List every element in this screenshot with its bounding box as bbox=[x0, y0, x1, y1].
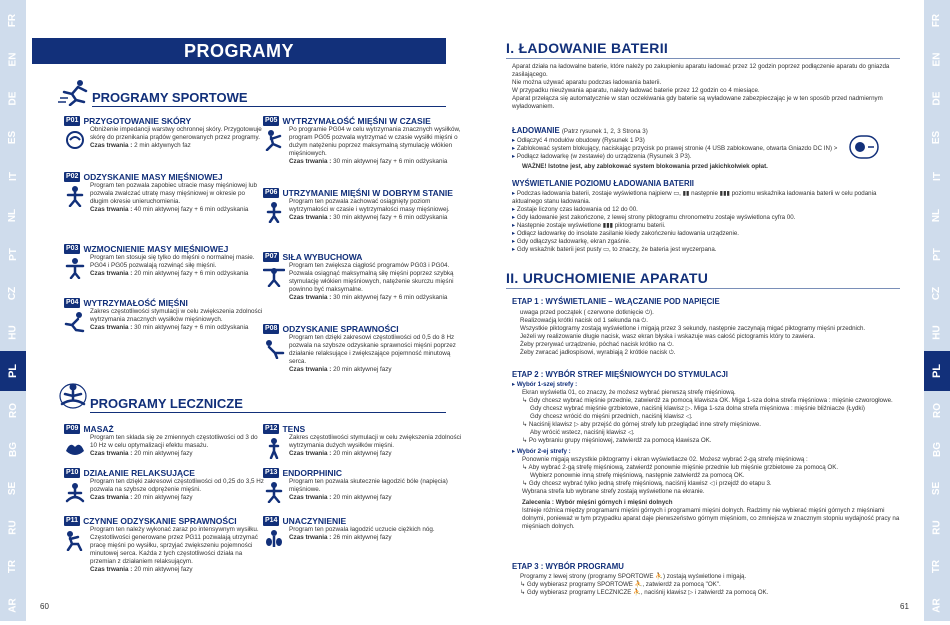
program-title: UTRZYMANIE MIĘŚNI W DOBRYM STANIE bbox=[282, 188, 453, 198]
section-divider bbox=[90, 412, 446, 413]
program-description: Program ten stosuje się tylko do mięśni o normalnej masie. PG04 i PG05 pozwalają rozwinąć siłę mięśni. bbox=[90, 254, 255, 269]
program-title: MASAŻ bbox=[83, 424, 114, 434]
program-number-badge: P11 bbox=[66, 517, 79, 524]
program-duration: Czas trwania : 26 min aktywnej fazy bbox=[289, 534, 392, 541]
program-duration: Czas trwania : 30 min aktywnej fazy + 6 min odżyskania bbox=[289, 158, 448, 165]
lang-tab-tr: TR bbox=[7, 559, 19, 573]
program-entry bbox=[64, 298, 264, 332]
program-entry bbox=[263, 424, 463, 458]
program-description: Program ten należy wykonać zaraz po intensywnym wysiłku. Częstotliwości generowane przez PG11 pozwalają utrzymać pracę mięśni po wysiłku, sprzyjać zwiększeniu pojemności minutowej serca. Każda z tych częstotliwości działa na przemian z działaniem relaksującym. bbox=[90, 526, 259, 565]
lang-tab-ru: RU bbox=[7, 519, 19, 535]
step-1-text: uwaga przed początek ( czerwone dotknięcie ⏻). Realizowaćją krótki nacisk od 1 sekunda na ⏻. Wszystkie piktogramy zostają wyświetlone i migają przez 3 sekundy, następnie zaczynają migać piktogramy mięśni przednich. Jeżeli wy realizowanie długie nacisk, wasz ekran błyska i wskazuje was całość pictogramis który to zawiera. Żeby przerywać urządzenie, póchać nacisk krótko na ⏻. Żeby zwracać jadłospisowi, wyrabiają 2 krótkie nacisk ⏻. bbox=[520, 309, 866, 356]
charging-warning: WAŻNE! Istotne jest, aby zablokować system blokowania przed jakichkolwiek opłat. bbox=[522, 163, 768, 170]
program-number-badge: P08 bbox=[265, 325, 278, 332]
program-number-badge: P01 bbox=[66, 117, 79, 124]
active-recovery-icon bbox=[64, 529, 86, 551]
lang-tab-hu: HU bbox=[931, 324, 943, 340]
program-description: Zakres częstotliwości stymulacji w celu zwiększenia zdolności wytrzymania znacznych wysiłków mięśniowych. bbox=[90, 308, 263, 323]
running-icon bbox=[58, 78, 92, 106]
program-entry bbox=[64, 172, 264, 214]
program-entry bbox=[64, 516, 264, 574]
relax-icon bbox=[64, 481, 86, 503]
charging-list: ▸ Odłączyć 4 modułów obudowy (Rysunek 1 P3) ▸ Zablokować system blokujący, naciskając przycisk po prawej stronie (4 USB zablokowane, otwarta Gniazdo DC IN) > ▸ Podłącz ładowarkę (w zestawie) do urządzenia (Rysunek 3 P3). bbox=[512, 137, 842, 161]
program-duration: Czas trwania : 20 min aktywnej fazy bbox=[289, 366, 392, 373]
lang-tab-ro: RO bbox=[7, 402, 19, 418]
lang-tab-bg: BG bbox=[7, 441, 19, 457]
sport-programs-heading: PROGRAMY SPORTOWE bbox=[92, 90, 248, 105]
program-entry bbox=[263, 324, 463, 374]
section-1-title: I. ŁADOWANIE BATERII bbox=[506, 40, 669, 56]
program-entry bbox=[64, 244, 264, 278]
tens-icon bbox=[263, 437, 285, 459]
lang-tab-en: EN bbox=[7, 52, 19, 66]
lang-tab-ar: AR bbox=[7, 597, 19, 613]
program-duration: Czas trwania : 40 min aktywnej fazy + 6 min odżyskania bbox=[90, 206, 249, 213]
step-1-heading: ETAP 1 : WYŚWIETLANIE – WŁĄCZANIE POD NAPIĘCIE bbox=[512, 297, 720, 306]
program-description: Program ten składa się ze zmiennych częstotliwości od 3 do 10 Hz w celu optymalizacji efektu masażu. bbox=[90, 434, 258, 449]
section-divider bbox=[506, 58, 900, 59]
lang-tab-ro: RO bbox=[931, 402, 943, 418]
program-duration: Czas trwania : 20 min aktywnej fazy bbox=[289, 450, 392, 457]
long-endurance-icon bbox=[263, 129, 285, 151]
program-entry bbox=[263, 188, 463, 222]
program-description: Program ten zwiększa ciągłość programów PG03 i PG04. Pozwala osiągnąć maksymalną siłę mięśni poprzez szybką stymulację włókien mięśniowych, natężenie skurczu mięśni powinno być maksymalne. bbox=[289, 262, 454, 293]
endurance-icon bbox=[64, 311, 86, 333]
program-title: ODZYSKANIE SPRAWNOŚCI bbox=[282, 324, 399, 334]
program-description: Zakres częstotliwości stymulacji w celu zwiększenia zdolności wytrzymania dużych wysiłków mięśni. bbox=[289, 434, 462, 449]
program-entry bbox=[64, 424, 264, 458]
step-2-heading: ETAP 2 : WYBÓR STREF MIĘŚNIOWYCH DO STYMULACJI bbox=[512, 370, 728, 379]
battery-level-heading: WYŚWIETLANIE POZIOMU ŁADOWANIA BATERII bbox=[512, 179, 694, 188]
program-description: Program ten dzięki zakresowi częstotliwości od 0,5 do 8 Hz pozwala na szybsze odzyskanie sprawności mięśni poprzez działanie relaksujące i zwiększające pojemność minutową serca. bbox=[289, 334, 456, 365]
program-number-badge: P10 bbox=[66, 469, 79, 476]
program-number-badge: P12 bbox=[265, 425, 278, 432]
program-title: WZMOCNIENIE MASY MIĘŚNIOWEJ bbox=[83, 244, 229, 254]
program-duration: Czas trwania : 20 min aktywnej fazy bbox=[90, 566, 193, 573]
program-duration: Czas trwania : 20 min aktywnej fazy bbox=[90, 494, 193, 501]
muscle-gain-icon bbox=[64, 185, 86, 207]
program-number-badge: P07 bbox=[265, 253, 278, 260]
program-title: DZIAŁANIE RELAKSUJĄCE bbox=[83, 468, 195, 478]
lang-tab-bg: BG bbox=[931, 441, 943, 457]
page-number-right: 61 bbox=[900, 602, 909, 611]
program-title: CZYNNE ODZYSKANIE SPRAWNOŚCI bbox=[83, 516, 237, 526]
program-number-badge: P14 bbox=[265, 517, 278, 524]
language-sidebar-left bbox=[0, 0, 26, 621]
lang-tab-de: DE bbox=[7, 91, 19, 105]
endorphin-icon bbox=[263, 481, 285, 503]
program-number-badge: P09 bbox=[66, 425, 79, 432]
program-duration: Czas trwania : 20 min aktywnej fazy bbox=[289, 494, 392, 501]
massage-icon bbox=[64, 437, 86, 459]
battery-intro: Aparat działa na ładowalne baterie, które należy po zakupieniu aparatu ładować przez 12 godzin poprzez podłączenie aparatu do gniazda zasilającego. Nie można używać aparatu podczas ładowania baterii. W przypadku nieużywania aparatu, należy ładować baterie przez 12 godzin co 4 miesiące. Aparat przełącza się automatycznie w stan oczekiwania gdy baterie są wyładowane zabezpieczając je w ten sposób przed nadmiernym wyładowaniem. bbox=[512, 63, 890, 110]
program-duration: Czas trwania : 30 min aktywnej fazy + 6 min odżyskania bbox=[289, 214, 448, 221]
lang-tab-nl: NL bbox=[7, 208, 19, 222]
program-title: ENDORPHINIC bbox=[282, 468, 342, 478]
program-duration: Czas trwania : 20 min aktywnej fazy + 6 min odżyskania bbox=[90, 270, 249, 277]
program-description: Program ten pozwala łagodzić uczucie ciężkich nóg. bbox=[289, 526, 435, 533]
lang-tab-pt: PT bbox=[931, 247, 943, 261]
program-duration: Czas trwania : 30 min aktywnej fazy + 6 min odżyskania bbox=[90, 324, 249, 331]
meditation-icon bbox=[58, 382, 88, 410]
lang-tab-se: SE bbox=[931, 481, 943, 495]
page-number-left: 60 bbox=[40, 602, 49, 611]
maintenance-icon bbox=[263, 201, 285, 223]
program-entry bbox=[263, 516, 463, 542]
program-duration: Czas trwania : 30 min aktywnej fazy + 6 min odżyskania bbox=[289, 294, 448, 301]
program-duration: Czas trwania : 2 min aktywnych faz bbox=[90, 142, 191, 149]
program-number-badge: P02 bbox=[66, 173, 79, 180]
recovery-icon bbox=[263, 337, 285, 359]
lang-tab-it: IT bbox=[7, 171, 19, 181]
program-description: Program ten dzięki zakresowi częstotliwości od 0,25 do 3,5 Hz pozwala na szybsze odprężenie mięśni. bbox=[90, 478, 264, 493]
program-title: PRZYGOTOWANIE SKÓRY bbox=[83, 116, 192, 126]
therapy-programs-heading: PROGRAMY LECZNICZE bbox=[90, 396, 243, 411]
lang-tab-tr: TR bbox=[931, 559, 943, 573]
program-title: UNACZYNIENIE bbox=[282, 516, 347, 526]
vascular-icon bbox=[263, 529, 285, 551]
program-description: Program ten pozwala zapobiec utracie masy mięśniowej lub pozwala zwalczać utratę masy mięśniowej w okresie po długim okresie unieruchomienia. bbox=[90, 182, 257, 205]
step-3-heading: ETAP 3 : WYBÓR PROGRAMU bbox=[512, 562, 624, 571]
lang-tab-cz: CZ bbox=[931, 286, 943, 300]
program-duration: Czas trwania : 20 min aktywnej fazy bbox=[90, 450, 193, 457]
program-title: WYTRZYMAŁOŚĆ MIĘŚNI W CZASIE bbox=[282, 116, 431, 126]
program-number-badge: P13 bbox=[265, 469, 278, 476]
lang-tab-pl: PL bbox=[0, 351, 26, 391]
lang-tab-it: IT bbox=[931, 171, 943, 181]
lang-tab-es: ES bbox=[931, 130, 943, 144]
section-2-title: II. URUCHOMIENIE APARATU bbox=[506, 270, 709, 286]
program-description: Po programie PG04 w celu wytrzymania znacznych wysiłków, program PG05 pozwala wytrzymać w czasie wysiłki mięśni o dużym natężeniu poprzez maksymalną stymulację włókien mięśniowych. bbox=[289, 126, 461, 157]
program-title: ODZYSKANIE MASY MIĘŚNIOWEJ bbox=[83, 172, 223, 182]
program-number-badge: P04 bbox=[66, 299, 79, 306]
step-3-text: Programy z lewej strony (programy SPORTOWE ⛹) zostają wyświetlone i migają. ↳ Gdy wybierasz programy SPORTOWE ⛹, zatwierdź za pomocą "OK". ↳ Gdy wybierasz programy LECZNICZE ⛹, naciśnij klawisz ▷ i zatwierdź za pomocą OK. bbox=[520, 573, 769, 596]
program-description: Program ten pozwala zachować osiągnięty poziom wytrzymałości w czasie i wytrzymałości masy mięśniowej. bbox=[289, 198, 450, 213]
battery-level-list: ▸ Podczas ładowania baterii, zostaje wyświetlona najpierw ▭, ▮▮ następnie ▮▮▮ poziomu wskaźnika ładowania baterii w celu podania aktualnego stanu ładowania. ▸ Zostaje liczony czas ładowania od 12 do 00. ▸ Gdy ładowanie jest zakończone, z lewej strony piktogramu chronometru zostaje wyświetlona cyfra 00. ▸ Następnie zostaje wyświetlone ▮▮▮ piktogramu baterii. ▸ Odłącz ładowarkę do insolate zasilanie kiedy zakończeniu ładowania urządzenie. ▸ Gdy odłączysz ładowarkę, ekran zgaśnie. ▸ Gdy wskaźnik baterii jest pusty ▭, to znaczy, że bateria jest wyczerpana. bbox=[512, 190, 892, 254]
program-entry bbox=[64, 468, 264, 502]
program-title: SIŁA WYBUCHOWA bbox=[282, 252, 363, 262]
lock-switch-icon bbox=[848, 134, 880, 162]
lang-tab-fr: FR bbox=[7, 13, 19, 27]
muscle-strength-icon bbox=[64, 257, 86, 279]
skin-icon bbox=[64, 129, 86, 151]
section-divider bbox=[92, 106, 446, 107]
program-entry bbox=[263, 468, 463, 502]
lang-tab-cz: CZ bbox=[7, 286, 19, 300]
lang-tab-ru: RU bbox=[931, 519, 943, 535]
explosive-power-icon bbox=[263, 265, 285, 287]
step-2-text: ▸ Wybór 1-szej strefy : Ekran wyświetla 01, co znaczy, że możesz wybrać pierwszą strefę mięśniową. ↳ Gdy chcesz wybrać mięśnie przednie, zatwierdź za pomocą klawisza OK. Miga 1-sza dolna strefa mięśniowa : mięśnie czworogłowe. Gdy chcesz wybrać mięśnie grzbietowe, naciśnij klawisz ▷. Miga 1-sza dolna strefa mięśniowa : mięśnie bliźniacze (Łydki) Gdy chcesz wrócić do mięśni przednich, naciśnij klawisz ◁. ↳ Naciśnij klawisz ▷ aby przejść do górnej strefy lub przeglądać inne strefy mięśniowe. Aby wrócić wstecz, naciśnij klawisz ◁. ↳ Po wybraniu grupy mięśniowej, zatwierdź za pomocą klawisza OK. ▸ Wybór 2-ej strefy : Ponownie migają wszystkie piktogramy i ekran wyświetlacze 02. Możesz wybrać 2-gą strefę mięśniową : ↳ Aby wybrać 2-gą strefę mięśniową, zatwierdź ponownie mięśnie przednie lub mięśnie grzbietowe za pomocą OK. Wybierz ponownie inną strefę mięśniową, następnie zatwierdź za pomocą OK. ↳ Gdy chcesz wybrać tylko jedną strefę mięśniową, naciśnij klawisz ◁ i przejdź do etapu 3. Wybrana strefa lub wybrane strefy zostają wyświetlone na ekranie. Zalecenia : Wybór mięśni górnych i mięśni dolnych Istnieje różnica między programami mięśni górnych i programami mięśni dolnych. Radzimy nie wybierać mięśni górnych z mięśniami dolnymi, ponieważ w tym przypadku aparat daje pierwszeństwo górnym mięśniom, co zmniejsza w znacznym stopniu wydajność pracy na mięśniach dolnych. bbox=[512, 381, 900, 530]
language-sidebar-right bbox=[924, 0, 950, 621]
program-title: TENS bbox=[282, 424, 306, 434]
section-divider bbox=[506, 288, 900, 289]
lang-tab-nl: NL bbox=[931, 208, 943, 222]
program-description: Obniżenie impedancji warstwy ochronnej skóry. Przygotowuje skórę do przenikania prądów generowanych przez programy. bbox=[90, 126, 262, 141]
lang-tab-ar: AR bbox=[931, 597, 943, 613]
lang-tab-fr: FR bbox=[931, 13, 943, 27]
programs-title: PROGRAMY bbox=[32, 38, 446, 64]
program-number-badge: P03 bbox=[66, 245, 79, 252]
program-number-badge: P06 bbox=[265, 189, 278, 196]
program-entry bbox=[263, 116, 463, 166]
lang-tab-pt: PT bbox=[7, 247, 19, 261]
lang-tab-hu: HU bbox=[7, 324, 19, 340]
program-title: WYTRZYMAŁOŚĆ MIĘŚNI bbox=[83, 298, 188, 308]
program-entry bbox=[64, 116, 264, 150]
lang-tab-de: DE bbox=[931, 91, 943, 105]
program-number-badge: P05 bbox=[265, 117, 278, 124]
program-entry bbox=[263, 252, 463, 302]
lang-tab-pl: PL bbox=[924, 351, 950, 391]
lang-tab-es: ES bbox=[7, 130, 19, 144]
lang-tab-se: SE bbox=[7, 481, 19, 495]
program-description: Program ten pozwala skutecznie łagodzić bóle (napięcia) mięśniowe. bbox=[289, 478, 448, 493]
charging-heading: ŁADOWANIE (Patrz rysunek 1, 2, 3 Strona 3) bbox=[512, 126, 648, 135]
lang-tab-en: EN bbox=[931, 52, 943, 66]
